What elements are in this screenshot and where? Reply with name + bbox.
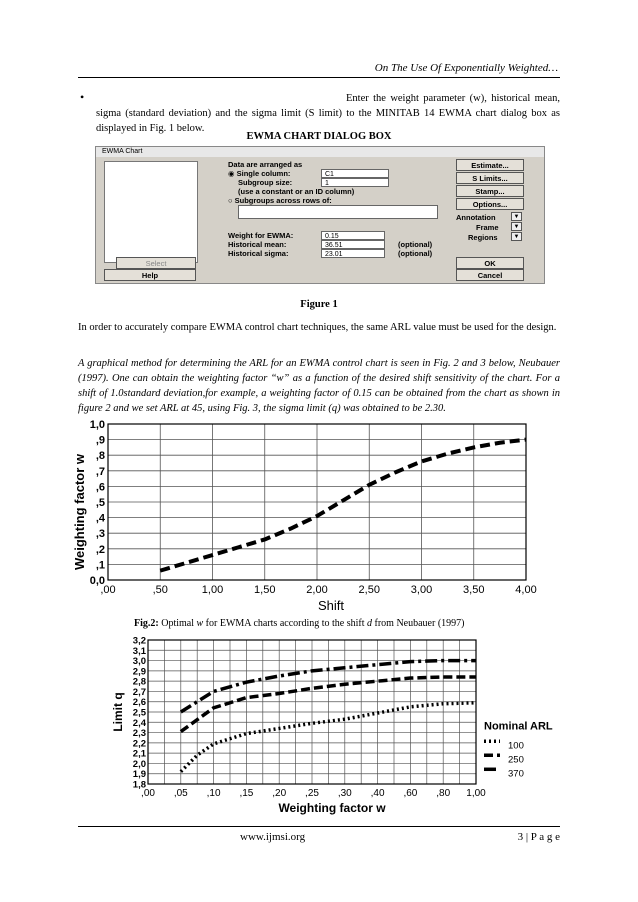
fig2-y-tick-label: ,6 (95, 481, 105, 494)
fig2-y-tick-label: ,8 (95, 450, 105, 463)
fig2-y-tick-label: ,4 (95, 512, 105, 525)
fig3-legend (484, 720, 553, 779)
annotation-label: Annotation (456, 213, 496, 222)
fig3-x-axis-label: Weighting factor w (278, 801, 386, 815)
fig2-caption-w: w (196, 618, 204, 629)
bullet-symbol: • (80, 90, 85, 104)
fig3-y-tick-label: 2,3 (132, 728, 146, 740)
fig2-x-tick-label: ,00 (100, 584, 116, 596)
fig2-y-axis-label: Weighting factor w (72, 453, 87, 571)
fig2-caption-pre: Optimal (158, 618, 197, 629)
fig3-x-tick-labels (141, 788, 486, 799)
fig2-y-tick-label: 0,0 (89, 575, 105, 587)
hist-mean-input[interactable]: 36.51 (321, 240, 385, 249)
single-column-input[interactable]: C1 (321, 169, 389, 178)
weight-input[interactable]: 0.15 (321, 231, 385, 240)
fig3-y-tick-label: 1,8 (132, 779, 146, 791)
footer-website: www.ijmsi.org (240, 831, 306, 843)
fig2-y-tick-labels (90, 419, 106, 587)
subgroup-hint: (use a constant or an ID column) (238, 187, 355, 196)
options-button[interactable]: Options... (456, 198, 524, 210)
fig3-y-tick-label: 3,2 (132, 635, 146, 647)
fig3-y-tick-label: 2,9 (132, 666, 146, 678)
fig2-caption-d: d (367, 618, 373, 629)
subgroups-across-label: Subgroups across rows of: (234, 196, 332, 205)
fig2-y-tick-label: ,7 (95, 465, 105, 478)
fig3-legend-label-250: 250 (508, 754, 524, 766)
fig2-caption (134, 618, 464, 629)
fig2-grid (108, 424, 526, 580)
dialog-title: EWMA Chart (96, 147, 544, 157)
fig2-x-tick-label: ,50 (152, 584, 168, 596)
fig2-x-tick-label: 1,00 (201, 584, 224, 596)
fig3-y-tick-label: 2,4 (132, 717, 146, 729)
annotation-dropdown-icon[interactable]: ▼ (511, 212, 522, 221)
fig3-y-tick-labels (133, 636, 147, 791)
fig3-x-tick-label: ,20 (272, 788, 287, 799)
stamp-button[interactable]: Stamp... (456, 185, 524, 197)
figure1-caption: Figure 1 (300, 299, 338, 310)
help-button[interactable]: Help (104, 269, 196, 281)
single-column-radio[interactable]: ◉ Single column: (228, 169, 291, 178)
weight-label: Weight for EWMA: (228, 231, 294, 240)
single-column-label: Single column: (236, 169, 291, 178)
fig2-x-tick-labels (100, 584, 536, 596)
paragraph-2: A graphical method for determining the ARL for an EWMA control chart is seen in Fig. 2 and 3 below, Neubauer (1997). One can obtain the weighting factor “w” as a function of the desired shift sensitivity of the chart. For a shift of 1.0standard deviation,for example, a weighting factor of 0.15 can be obtained from the chart as shown in figure 2 and we set ARL at 45, using Fig. 3, the sigma limit (q) was obtained to be 2.30. (78, 358, 560, 414)
fig3-x-tick-label: ,40 (370, 788, 385, 799)
fig2-caption-mid: for EWMA charts according to the shift (203, 618, 368, 629)
fig2-y-tick-label: ,2 (95, 543, 105, 556)
fig2-caption-bold: Fig.2: (134, 618, 159, 629)
fig3-x-tick-label: ,00 (141, 788, 155, 799)
fig3-y-tick-label: 3,0 (132, 656, 146, 668)
cancel-button[interactable]: Cancel (456, 269, 524, 281)
column-list[interactable] (104, 161, 198, 263)
fig3-y-tick-label: 2,1 (132, 748, 146, 760)
fig2-x-tick-label: 4,00 (515, 584, 537, 596)
footer-page: 3 | P a g e (517, 831, 560, 843)
fig3-y-tick-label: 3,1 (132, 645, 146, 657)
paragraph-1: In order to accurately compare EWMA control chart techniques, the same ARL value must be used for the design. (78, 322, 557, 333)
fig2-series-line (160, 440, 526, 571)
fig3-y-tick-label: 2,6 (132, 697, 146, 709)
estimate-button[interactable]: Estimate... (456, 159, 524, 171)
subgroup-size-label: Subgroup size: (238, 178, 293, 187)
footer-rule (78, 826, 560, 827)
fig2-x-tick-label: 3,00 (410, 584, 433, 596)
fig3-x-tick-label: ,80 (436, 788, 451, 799)
hist-sigma-input[interactable]: 23.01 (321, 249, 385, 258)
slimits-button[interactable]: S Limits... (456, 172, 524, 184)
fig3-y-tick-label: 2,7 (132, 686, 146, 698)
fig3-x-tick-label: ,10 (206, 788, 221, 799)
frame-label: Frame (476, 223, 499, 232)
fig3-legend-title: Nominal ARL (484, 720, 553, 733)
subgroups-across-input[interactable] (238, 205, 438, 219)
fig2-x-tick-label: 2,50 (358, 584, 380, 596)
fig2-series (160, 440, 526, 571)
hist-sigma-optional: (optional) (398, 249, 433, 258)
data-arranged-label: Data are arranged as (228, 160, 303, 169)
hist-mean-optional: (optional) (398, 240, 433, 249)
fig2-caption-post: from Neubauer (1997) (372, 618, 465, 629)
fig3-x-tick-label: ,60 (403, 788, 418, 799)
frame-dropdown-icon[interactable]: ▼ (511, 222, 522, 231)
fig2-x-tick-label: 2,00 (306, 584, 328, 596)
fig3-x-tick-label: ,05 (173, 788, 188, 799)
fig3-y-tick-label: 2,0 (132, 758, 146, 770)
fig2-x-axis-label: Shift (317, 598, 345, 613)
ewma-dialog (95, 146, 545, 284)
fig3-y-tick-label: 2,8 (132, 676, 146, 688)
fig2-x-tick-label: 3,50 (463, 584, 485, 596)
fig2-x-tick-label: 1,50 (254, 584, 276, 596)
ok-button[interactable]: OK (456, 257, 524, 269)
fig2-chart (68, 418, 538, 618)
hist-mean-label: Historical mean: (228, 240, 287, 249)
fig2-y-tick-label: ,3 (95, 528, 105, 541)
fig2-y-tick-label: ,1 (95, 559, 105, 572)
fig3-y-tick-label: 2,5 (132, 707, 146, 719)
fig3-x-tick-label: ,30 (337, 788, 352, 799)
fig3-x-tick-label: 1,00 (466, 788, 486, 799)
fig3-x-tick-label: ,25 (305, 788, 319, 799)
subgroup-size-input[interactable]: 1 (321, 178, 389, 187)
subgroups-across-radio[interactable]: ○ Subgroups across rows of: (228, 196, 332, 205)
fig3-chart (110, 634, 570, 820)
hist-sigma-label: Historical sigma: (228, 249, 289, 258)
running-title: On The Use Of Exponentially Weighted… (374, 62, 558, 74)
bullet-text: Enter the weight parameter (w), historical mean, sigma (standard deviation) and the sigma limit (S limit) to the MINITAB 14 EWMA chart dialog box as displayed in Fig. 1 below. (96, 93, 560, 134)
fig2-y-tick-label: ,9 (95, 434, 105, 447)
figure1-heading: EWMA CHART DIALOG BOX (246, 131, 392, 142)
fig3-legend-label-370: 370 (508, 768, 524, 780)
select-button[interactable]: Select (116, 257, 196, 269)
regions-dropdown-icon[interactable]: ▼ (511, 232, 522, 241)
fig2-y-tick-label: ,5 (95, 497, 105, 509)
fig2-y-tick-label: 1,0 (89, 419, 105, 431)
fig3-y-tick-label: 2,2 (132, 738, 146, 750)
regions-label: Regions (468, 233, 498, 242)
fig3-y-tick-label: 1,9 (132, 769, 146, 781)
fig3-x-tick-label: ,15 (239, 788, 254, 799)
fig3-legend-label-100: 100 (508, 740, 524, 752)
header-rule (78, 77, 560, 78)
fig3-y-axis-label: Limit q (111, 692, 125, 732)
